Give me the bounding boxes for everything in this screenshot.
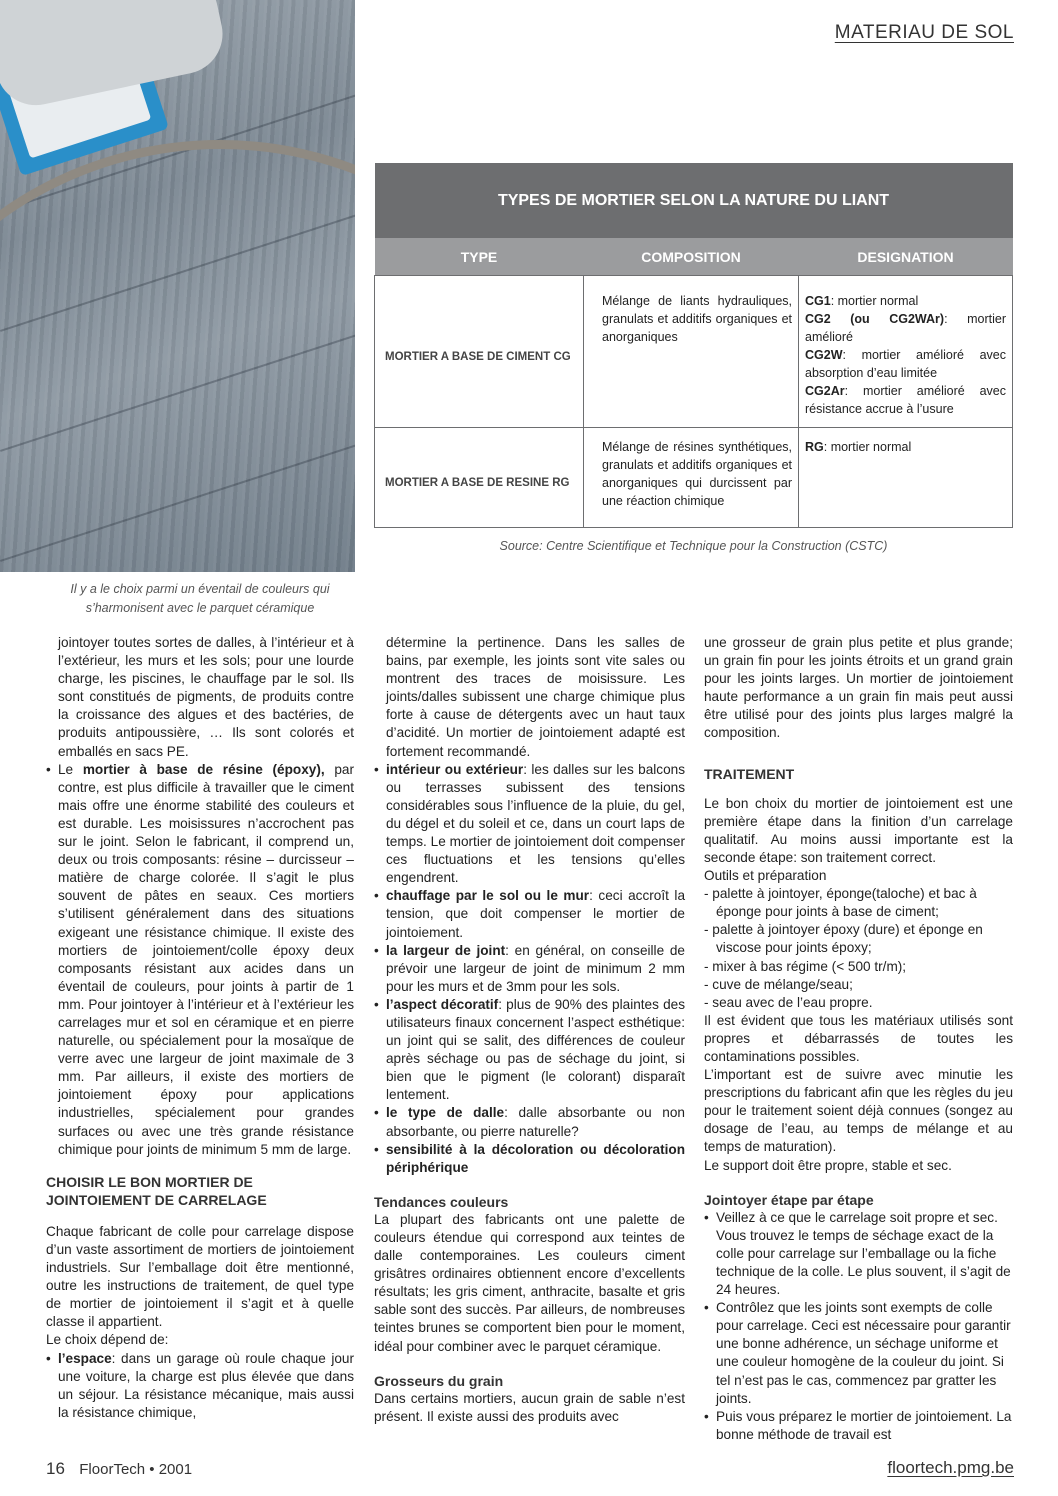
- paragraph: Chaque fabricant de colle pour carrelage dispose d’un vaste assortiment de mortiers de jointoiement industriels. Sur l’emballage doit être mentionné, outre les instructions de traitement, de quel type de mortier de jointoiement il s’agit et à quelle classe il appartient.: [46, 1223, 354, 1330]
- paragraph: Dans certains mortiers, aucun grain de sable n’est présent. Il existe aussi des produits avec: [374, 1390, 685, 1424]
- list-item: • sensibilité à la décoloration ou décoloration périphérique: [374, 1141, 685, 1177]
- list-item: • Contrôlez que les joints sont exempts de colle pour carrelage. Ceci est nécessaire pour garantir une bonne adhérence, un séchage uniforme et une couleur homogène de la couleur du joint. Si tel n’est pas le cas, commencez par gratter les joints.: [704, 1299, 1013, 1408]
- paragraph: détermine la pertinence. Dans les salles de bains, par exemple, les joints sont vite sales ou montrent des traces de moisissure. Les joints/dalles subissent une charge chimique plus forte à cause de détergents avec un haut taux d’acidité. Un mortier de jointoiement adapté est fortement recommandé.: [386, 635, 685, 759]
- list-item: • Le mortier à base de résine (époxy), par contre, est plus difficile à travailler que le ciment mais offre une énorme stabilité des couleurs et est durable. Les moisissures n’accrochent pas sur le joint. Selon le fabricant, il comprend un, deux ou trois composants: résine – durcisseur – matière de charge colorée. Il s’agit le plus souvent de pâtes en seaux. Ces mortiers s’utilisent généralement dans des situations exigeant une résistance chimique. Il existe des mortiers de jointoiement/colle époxy deux composants résistant aux acides dans un éventail de couleurs, pour joints à partir de 1 mm. Pour jointoyer à l’intérieur et à l’extérieur les carrelages mur et sol en céramique et en pierre naturelle, ou spécialement pour la mosaïque de verre avec une largeur de joint maximale de 3 mm. Par ailleurs, il existe des mortiers de jointoiement époxy pour applications industrielles, spécialement pour grandes surfaces ou avec une très grande résistance chimique pour joints de minimum 5 mm de large.: [46, 761, 354, 1159]
- paragraph: La plupart des fabricants ont une palette de couleurs étendue qui correspond aux teintes de dalle contemporaines. Les couleurs ciment grisâtres ordinaires obtiennent encore d’excellents résultats; les gris ciment, anthracite, basalte et gris sable sont des succès. Par ailleurs, de nombreuses teintes brunes se comportent bien pour le moment, idéal pour combiner avec le parquet céramique.: [374, 1211, 685, 1354]
- table-title: TYPES DE MORTIER SELON LA NATURE DU LIANT: [375, 163, 1013, 238]
- list-item: • Veillez à ce que le carrelage soit propre et sec. Vous trouvez le temps de séchage exact de la colle pour carrelage sur l’emballage ou la fiche technique de la colle. Le plus souvent, il s’agit de 24 heures.: [704, 1209, 1013, 1299]
- list-item: • chauffage par le sol ou le mur: ceci accroît la tension, que doit compenser le mortier de jointoiement.: [374, 887, 685, 941]
- list-item: - seau avec de l’eau propre.: [704, 994, 873, 1010]
- table-header-designation: DESIGNATION: [799, 238, 1013, 276]
- paragraph: Il est évident que tous les matériaux utilisés sont propres et débarrassés de toutes les contaminations possibles.: [704, 1012, 1013, 1064]
- table-header-type: TYPE: [375, 238, 584, 276]
- table-header-composition: COMPOSITION: [584, 238, 799, 276]
- section-title: MATERIAU DE SOL: [834, 22, 1014, 43]
- page-footer: [46, 1459, 192, 1479]
- paragraph: une grosseur de grain plus petite et plus grande; un grain fin pour les joints étroits et un grand grain pour les joints larges. Un mortier de jointoiement haute performance a un grain fin mais peut aussi être utilisé pour des joints plus larges malgré la composition.: [704, 635, 1013, 741]
- section-heading: TRAITEMENT: [704, 765, 795, 782]
- row-composition: Mélange de résines synthétiques, granulats et additifs organiques et anorganiques qui durcissent par une réaction chimique: [584, 428, 799, 528]
- row-composition: Mélange de liants hydrauliques, granulats et additifs organiques et anorganiques: [584, 276, 799, 428]
- table-row: [375, 428, 1013, 528]
- photo-caption: Il y a le choix parmi un éventail de couleurs qui s’harmonisent avec le parquet céramique: [70, 582, 330, 615]
- list-item: • Puis vous préparez le mortier de jointoiement. La bonne méthode de travail est: [704, 1408, 1013, 1444]
- column-1: [46, 634, 354, 1422]
- list-item: • l’aspect décoratif: plus de 90% des plaintes des utilisateurs finaux concernent l’aspect esthétique: un joint qui se salit, des différences de couleur après séchage ou pas de séchage du joint, si bien que le pigment (le colorant) disparaît lentement.: [374, 996, 685, 1105]
- paragraph: L’important est de suivre avec minutie les prescriptions du fabricant afin que les règles du jeu pour le traitement soient déjà connues (songez au dosage de l’eau, au temps de mélange et au temps de maturation).: [704, 1067, 1013, 1155]
- section-heading: Jointoyer étape par étape: [704, 1191, 874, 1208]
- row-designation: CG1: mortier normal CG2 (ou CG2WAr): mortier amélioré CG2W: mortier amélioré avec absorption d’eau limitée CG2Ar: mortier amélioré avec résistance accrue à l’usure: [799, 276, 1013, 428]
- paragraph: Le choix dépend de:: [46, 1332, 169, 1348]
- magazine-issue: FloorTech • 2001: [79, 1461, 193, 1478]
- section-heading: Tendances couleurs: [374, 1193, 509, 1210]
- list-item: • le type de dalle: dalle absorbante ou non absorbante, ou pierre naturelle?: [374, 1104, 685, 1140]
- list-item: - mixer à bas régime (< 500 tr/m);: [704, 958, 907, 974]
- list-item: - cuve de mélange/seau;: [704, 976, 853, 992]
- website-link[interactable]: floortech.pmg.be: [887, 1458, 1014, 1477]
- paragraph: Le support doit être propre, stable et sec.: [704, 1157, 952, 1173]
- table-row: [375, 276, 1013, 428]
- section-heading: Grosseurs du grain: [374, 1372, 504, 1389]
- list-item: - palette à jointoyer époxy (dure) et éponge en viscose pour joints époxy;: [704, 922, 983, 956]
- page-number: 16: [46, 1459, 65, 1478]
- paragraph: Outils et préparation: [704, 868, 827, 884]
- paragraph: Le bon choix du mortier de jointoiement est une première étape dans la finition d’un carrelage qualitatif. Au moins aussi importante est la seconde étape: son traitement correct.: [704, 795, 1013, 865]
- table-source: Source: Centre Scientifique et Technique pour la Construction (CSTC): [499, 539, 888, 553]
- row-type: MORTIER A BASE DE CIMENT CG: [375, 276, 584, 428]
- list-item: • intérieur ou extérieur: les dalles sur les balcons ou terrasses subissent des tensions considérables sous l’influence de la pluie, du gel, du dégel et du soleil et ce, dans un court laps de temps. Le mortier de jointoiement doit compenser ces fluctuations et les tensions qu’elles engendrent.: [374, 761, 685, 888]
- tiling-photo: [0, 0, 355, 572]
- section-heading: CHOISIR LE BON MORTIER DE JOINTOIEMENT DE CARRELAGE: [46, 1173, 267, 1208]
- column-3: [704, 634, 1013, 1444]
- row-type: MORTIER A BASE DE RESINE RG: [375, 428, 584, 528]
- column-2: [374, 634, 685, 1426]
- mortar-types-table: [374, 163, 1013, 528]
- paragraph: jointoyer toutes sortes de dalles, à l’intérieur et à l’extérieur, les murs et les sols; pour une lourde charge, les piscines, le chauffage par le sol. Ils sont constitués de pigments, de produits contre la croissance des algues et des bactéries, de produits antipoussière, … Ils sont colorés et emballés en sacs PE.: [58, 635, 354, 759]
- list-item: - palette à jointoyer, éponge(taloche) et bac à éponge pour joints à base de ciment;: [704, 886, 977, 920]
- list-item: • la largeur de joint: en général, on conseille de prévoir une largeur de joint de minimum 2 mm pour les murs et de 3mm pour les sols.: [374, 942, 685, 996]
- row-designation: RG: mortier normal: [799, 428, 1013, 528]
- list-item: • l’espace: dans un garage où roule chaque jour une voiture, la charge est plus élevée que dans un séjour. La résistance mécanique, mais aussi la résistance chimique,: [46, 1350, 354, 1422]
